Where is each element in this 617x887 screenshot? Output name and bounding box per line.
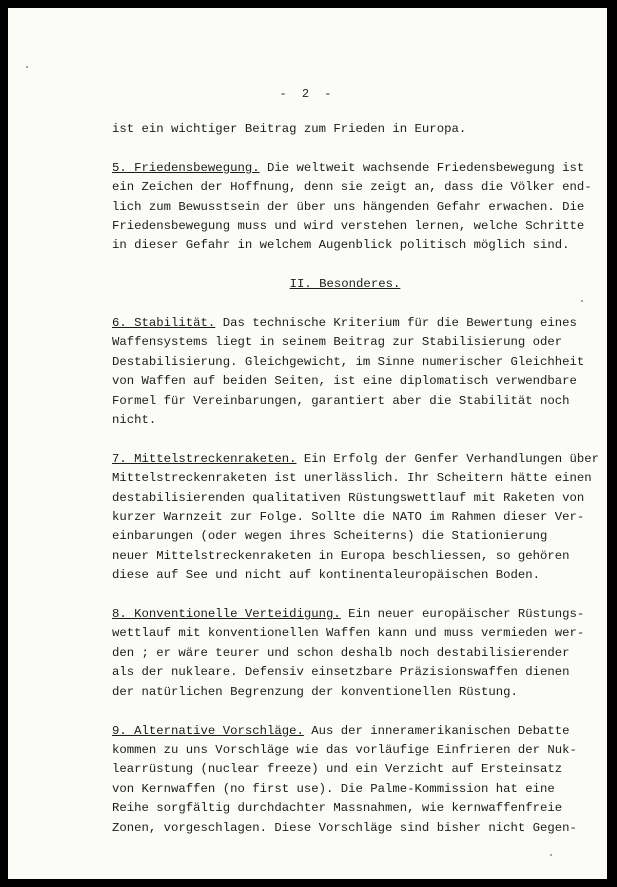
paragraph-9-alternative-vorschlaege: [112, 722, 578, 838]
section-title-text: II. Besonderes.: [289, 277, 401, 292]
scan-speck: [26, 66, 28, 68]
text-line: Friedensbewegung muss und wird verstehen lernen, welche Schritte: [112, 219, 585, 234]
section-heading: 6. Stabilität.: [112, 316, 216, 331]
text-line: lich zum Bewusstsein der über uns hängenden Gefahr erwachen. Die: [112, 199, 585, 214]
text-line: den ; er wäre teurer und schon deshalb noch destabilisierender: [112, 645, 570, 660]
text-line: diese auf See und nicht auf kontinentaleuropäischen Boden.: [112, 568, 541, 583]
text-run: Aus der inneramerikanischen Debatte: [303, 723, 570, 738]
text-line: learrüstung (nuclear freeze) und ein Verzicht auf Ersteinsatz: [112, 762, 563, 777]
text-line: destabilisierenden qualitativen Rüstungswettlauf mit Raketen von: [112, 490, 585, 505]
paragraph-6-stabilitaet: [112, 314, 585, 430]
text-line: von Waffen auf beiden Seiten, ist eine diplomatisch verwendbare: [112, 374, 577, 389]
text-line: ist ein wichtiger Beitrag zum Frieden in Europa.: [112, 122, 467, 136]
text-run: Das technische Kriterium für die Bewertung eines: [215, 316, 577, 331]
section-heading: 8. Konventionelle Verteidigung.: [112, 607, 341, 622]
text-line: Formel für Vereinbarungen, garantiert aber die Stabilität noch: [112, 393, 570, 408]
document-body: [112, 120, 600, 857]
paragraph-8-konventionelle-verteidigung: [112, 605, 585, 702]
section-heading: 7. Mittelstreckenraketen.: [112, 451, 297, 466]
text-line: Mittelstreckenraketen ist unerlässlich. Ihr Scheitern hätte einen: [112, 471, 592, 486]
text-line: [112, 159, 585, 178]
text-line: wettlauf mit konventionellen Waffen kann und muss vermieden wer-: [112, 626, 585, 641]
text-line: ein Zeichen der Hoffnung, denn sie zeigt an, dass die Völker end-: [112, 180, 592, 195]
text-line: von Kernwaffen (no first use). Die Palme-Kommission hat eine: [112, 781, 555, 796]
section-heading: 9. Alternative Vorschläge.: [112, 723, 304, 738]
text-line: Destabilisierung. Gleichgewicht, im Sinne numerischer Gleichheit: [112, 354, 585, 369]
text-line: [112, 450, 600, 469]
text-run: Die weltweit wachsende Friedensbewegung ist: [259, 160, 585, 175]
document-page: [8, 8, 607, 879]
text-line: einbarungen (oder wegen ihres Scheiterns) die Stationierung: [112, 529, 548, 544]
text-line: [112, 722, 578, 741]
text-line: [112, 314, 578, 333]
text-line: kommen zu uns Vorschläge wie das vorläufige Einfrieren der Nuk-: [112, 742, 577, 757]
text-line: nicht.: [112, 413, 157, 428]
text-run: Ein Erfolg der Genfer Verhandlungen über: [296, 451, 600, 466]
text-line: in dieser Gefahr in welchem Augenblick politisch möglich sind.: [112, 238, 570, 253]
page-number: - 2 -: [279, 87, 336, 101]
text-line: neuer Mittelstreckenraketen in Europa beschliessen, so gehören: [112, 548, 570, 563]
section-heading: 5. Friedensbewegung.: [112, 160, 260, 175]
text-line: als der nukleare. Defensiv einsetzbare Präzisionswaffen dienen: [112, 665, 570, 680]
text-line: Waffensystems liegt in seinem Beitrag zur Stabilisierung oder: [112, 335, 563, 350]
paragraph-intro: [112, 120, 578, 139]
paragraph-7-mittelstreckenraketen: [112, 450, 600, 586]
scan-speck: [581, 300, 583, 302]
text-run: Ein neuer europäischer Rüstungs-: [340, 607, 585, 622]
text-line: Reihe sorgfältig durchdachter Massnahmen, wie kernwaffenfreie: [112, 801, 563, 816]
section-title: [112, 275, 578, 294]
text-line: [112, 605, 585, 624]
text-line: der natürlichen Begrenzung der konventionellen Rüstung.: [112, 684, 518, 699]
text-line: Zonen, vorgeschlagen. Diese Vorschläge sind bisher nicht Gegen-: [112, 820, 577, 835]
text-line: kurzer Warnzeit zur Folge. Sollte die NATO im Rahmen dieser Ver-: [112, 510, 585, 525]
paragraph-5-friedensbewegung: [112, 159, 592, 256]
